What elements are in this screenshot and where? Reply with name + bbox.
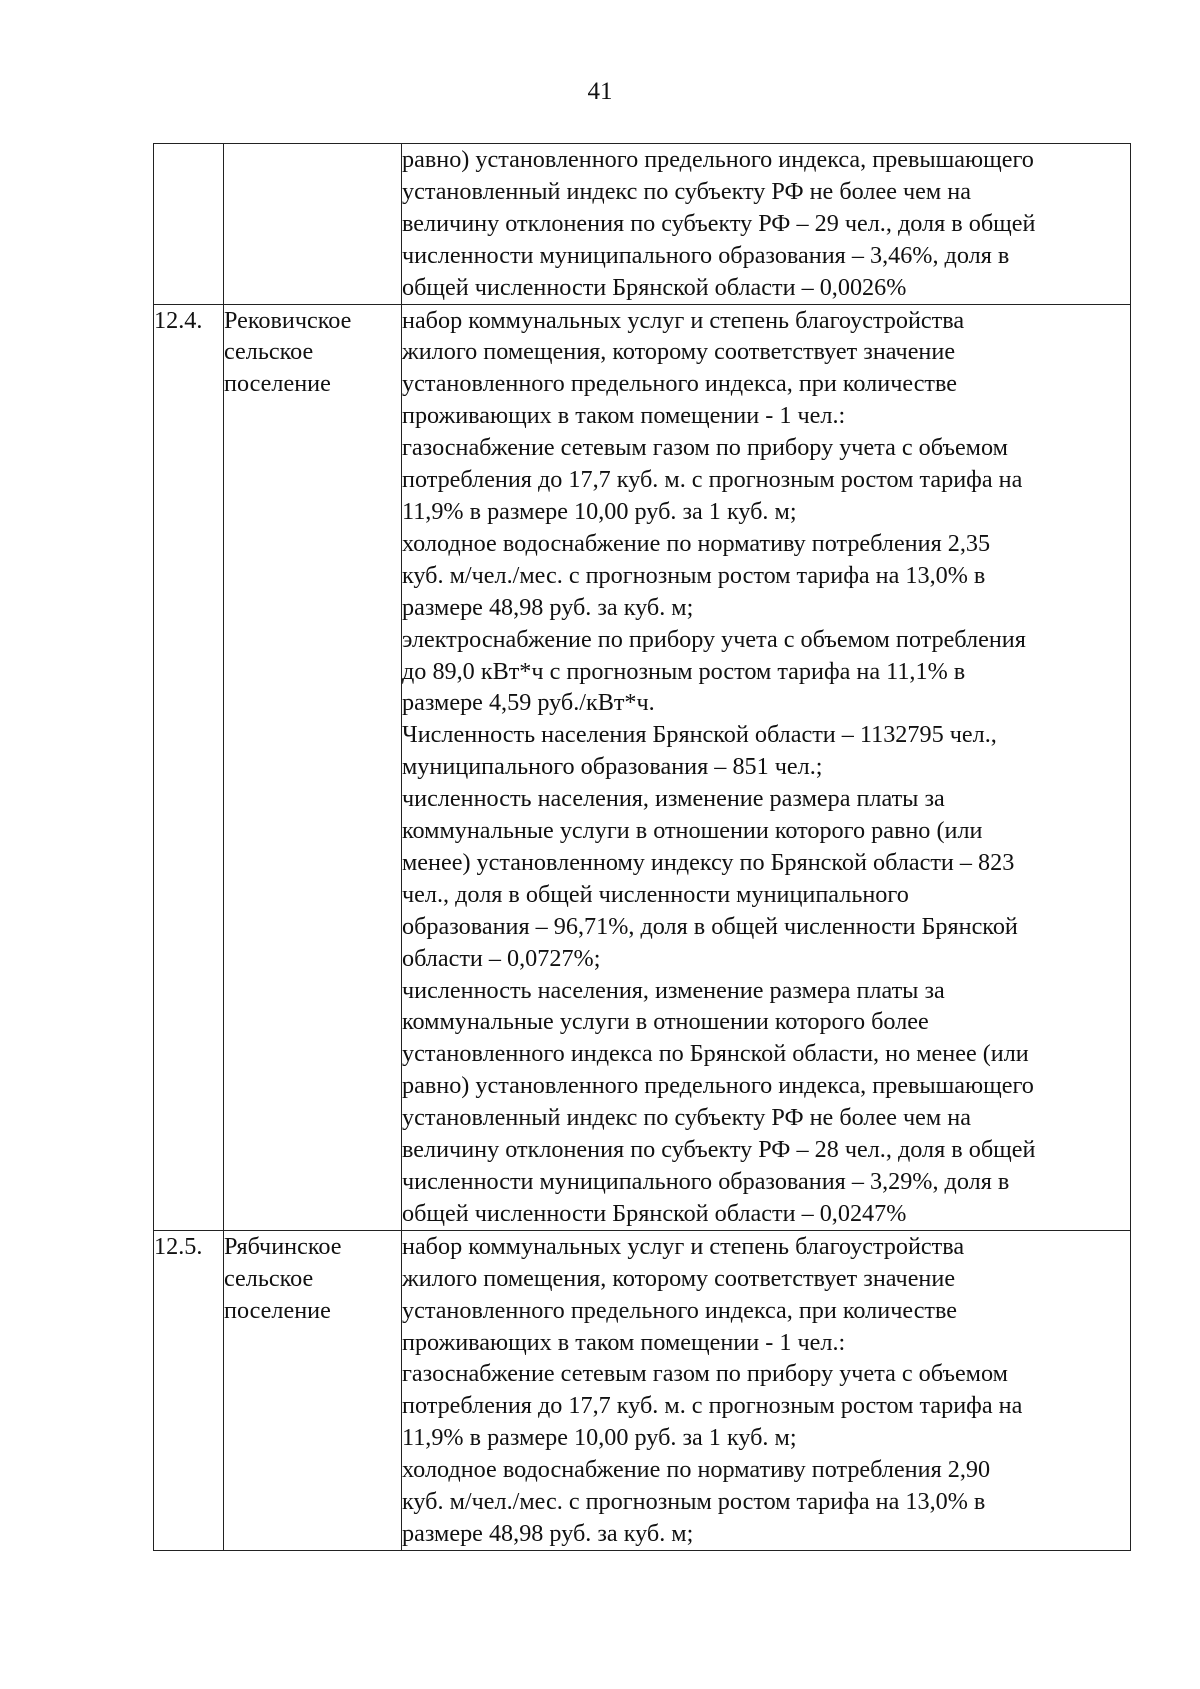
description-line: проживающих в таком помещении - 1 чел.:: [402, 402, 846, 430]
description-line: потребления до 17,7 куб. м. с прогнозным ростом тарифа на: [402, 1392, 1023, 1420]
description-line: холодное водоснабжение по нормативу потребления 2,90: [402, 1456, 991, 1484]
description-line: установленный индекс по субъекту РФ не более чем на: [402, 1104, 971, 1132]
description-line: общей численности Брянской области – 0,0026%: [402, 273, 907, 301]
description-line: размере 48,98 руб. за куб. м;: [402, 1519, 694, 1547]
description-line: куб. м/чел./мес. с прогнозным ростом тарифа на 13,0% в: [402, 1488, 986, 1516]
description-line: Численность населения Брянской области – 1132795 чел.,: [402, 721, 997, 749]
settlement-name-cell: [224, 304, 402, 1230]
description-line: куб. м/чел./мес. с прогнозным ростом тарифа на 13,0% в: [402, 561, 986, 589]
description-line: жилого помещения, которому соответствует значение: [402, 1264, 956, 1292]
description-line: численности муниципального образования – 3,29%, доля в: [402, 1168, 1010, 1195]
description-line: равно) установленного предельного индекса, превышающего: [402, 146, 1034, 173]
description-line: установленный индекс по субъекту РФ не более чем на: [402, 177, 971, 205]
settlement-name-line: Рябчинское: [224, 1232, 342, 1260]
description-line: холодное водоснабжение по нормативу потребления 2,35: [402, 529, 991, 557]
description-line: менее) установленному индексу по Брянской области – 823: [402, 848, 1015, 876]
description-line: установленного предельного индекса, при количестве: [402, 370, 958, 398]
description-line: до 89,0 кВт*ч с прогнозным ростом тарифа на 11,1% в: [402, 657, 966, 685]
description-cell: [402, 304, 1131, 1230]
description-line: величину отклонения по субъекту РФ – 28 чел., доля в общей: [402, 1136, 1036, 1164]
settlement-name-line: Рековичское: [224, 306, 352, 334]
description-line: потребления до 17,7 куб. м. с прогнозным ростом тарифа на: [402, 466, 1023, 494]
description-line: муниципального образования – 851 чел.;: [402, 753, 823, 781]
description-line: 11,9% в размере 10,00 руб. за 1 куб. м;: [402, 1424, 797, 1452]
row-number-cell: [154, 304, 224, 1230]
description-line: проживающих в таком помещении - 1 чел.:: [402, 1328, 846, 1356]
description-cell: [402, 1230, 1131, 1550]
settlement-name-cell: [224, 1230, 402, 1550]
description-line: области – 0,0727%;: [402, 944, 601, 972]
row-number-cell: [154, 1230, 224, 1550]
settlement-name-cell: [224, 144, 402, 305]
description-line: размере 48,98 руб. за куб. м;: [402, 593, 694, 621]
description-line: чел., доля в общей численности муниципального: [402, 880, 909, 908]
description-line: равно) установленного предельного индекса, превышающего: [402, 1072, 1034, 1100]
description-line: установленного предельного индекса, при количестве: [402, 1296, 958, 1324]
description-line: численность населения, изменение размера платы за: [402, 976, 945, 1004]
description-line: газоснабжение сетевым газом по прибору учета с объемом: [402, 1360, 1008, 1388]
description-line: коммунальные услуги в отношении которого равно (или: [402, 817, 983, 845]
description-line: электроснабжение по прибору учета с объемом потребления: [402, 625, 1026, 653]
description-line: 11,9% в размере 10,00 руб. за 1 куб. м;: [402, 497, 797, 525]
page-number: 41: [587, 78, 613, 105]
settlements-table: [153, 143, 1131, 1551]
description-cell: [402, 144, 1131, 305]
description-line: установленного индекса по Брянской области, но менее (или: [402, 1040, 1029, 1068]
description-line: образования – 96,71%, доля в общей численности Брянской: [402, 912, 1018, 940]
description-line: численность населения, изменение размера платы за: [402, 785, 945, 813]
description-line: набор коммунальных услуг и степень благоустройства: [402, 306, 965, 334]
table-row: [154, 304, 1131, 1230]
description-line: газоснабжение сетевым газом по прибору учета с объемом: [402, 434, 1008, 462]
settlement-name-line: поселение: [224, 1296, 331, 1324]
description-line: величину отклонения по субъекту РФ – 29 чел., доля в общей: [402, 209, 1036, 237]
description-line: размере 4,59 руб./кВт*ч.: [402, 689, 655, 717]
description-line: численности муниципального образования – 3,46%, доля в: [402, 241, 1010, 269]
description-line: набор коммунальных услуг и степень благоустройства: [402, 1232, 965, 1260]
row-number: 12.5.: [154, 1232, 203, 1260]
table-row: [154, 144, 1131, 305]
description-line: общей численности Брянской области – 0,0247%: [402, 1199, 907, 1227]
description-line: коммунальные услуги в отношении которого более: [402, 1008, 929, 1036]
row-number: 12.4.: [154, 306, 203, 334]
row-number-cell: [154, 144, 224, 305]
settlement-name-line: сельское: [224, 1264, 314, 1292]
settlement-name-line: сельское: [224, 338, 314, 366]
table-row: [154, 1230, 1131, 1550]
description-line: жилого помещения, которому соответствует значение: [402, 338, 956, 366]
settlement-name-line: поселение: [224, 370, 331, 398]
